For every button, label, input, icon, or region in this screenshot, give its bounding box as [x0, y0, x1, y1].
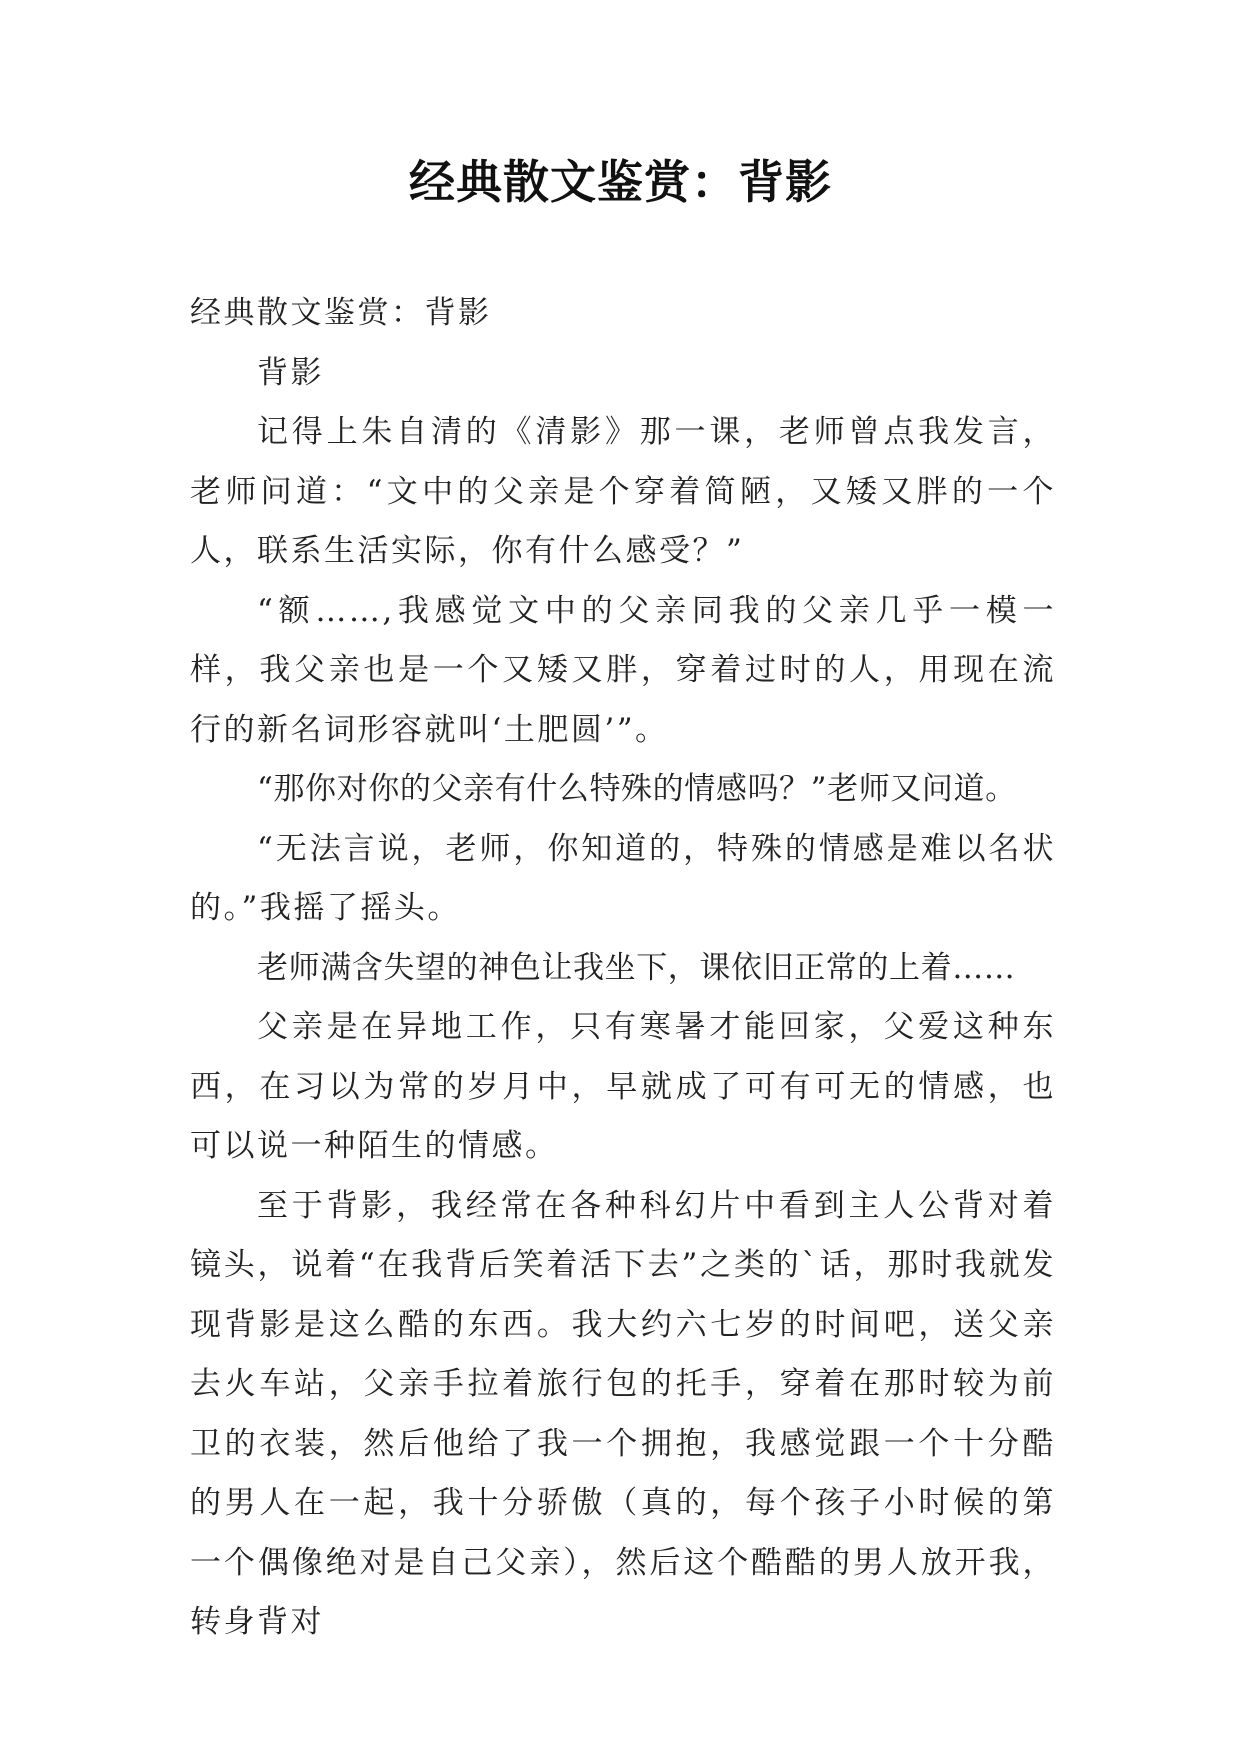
- document-title: 经典散文鉴赏：背影: [409, 155, 832, 209]
- paragraph: “那你对你的父亲有什么特殊的情感吗？”老师又问道。: [257, 771, 1017, 807]
- subtitle-line: 经典散文鉴赏：背影: [190, 295, 492, 331]
- paragraph: 至于背影，我经常在各种科幻片中看到主人公背对着镜头，说着“在我背后笑着活下去”之类的`话，那时我就发现背影是这么酷的东西。我大约六七岁的时间吧，送父亲去火车站，父亲手拉着旅行包的托手，穿着在那时较为前卫的衣装，然后他给了我一个拥抱，我感觉跟一个十分酷的男人在一起，我十分骄傲（真的，每个孩子小时候的第一个偶像绝对是自己父亲），然后这个酷酷的男人放开我，转身背对: [190, 1187, 1056, 1640]
- paragraph: 记得上朱自清的《清影》那一课，老师曾点我发言，老师问道：“文中的父亲是个穿着简陋，又矮又胖的一个人，联系生活实际，你有什么感受？”: [190, 414, 1056, 569]
- paragraph: 老师满含失望的神色让我坐下，课依旧正常的上着……: [257, 949, 1016, 986]
- paragraph: “无法言说，老师，你知道的，特殊的情感是难以名状的。”我摇了摇头。: [190, 830, 1056, 926]
- paragraph: 父亲是在异地工作，只有寒暑才能回家，父爱这种东西，在习以为常的岁月中，早就成了可有可无的情感，也可以说一种陌生的情感。: [190, 1009, 1056, 1164]
- paragraph: 背影: [257, 354, 324, 391]
- paragraph: “额……,我感觉文中的父亲同我的父亲几乎一模一样，我父亲也是一个又矮又胖，穿着过时的人，用现在流行的新名词形容就叫‘土肥圆’”。: [190, 592, 1056, 748]
- document-body: [190, 284, 1056, 1653]
